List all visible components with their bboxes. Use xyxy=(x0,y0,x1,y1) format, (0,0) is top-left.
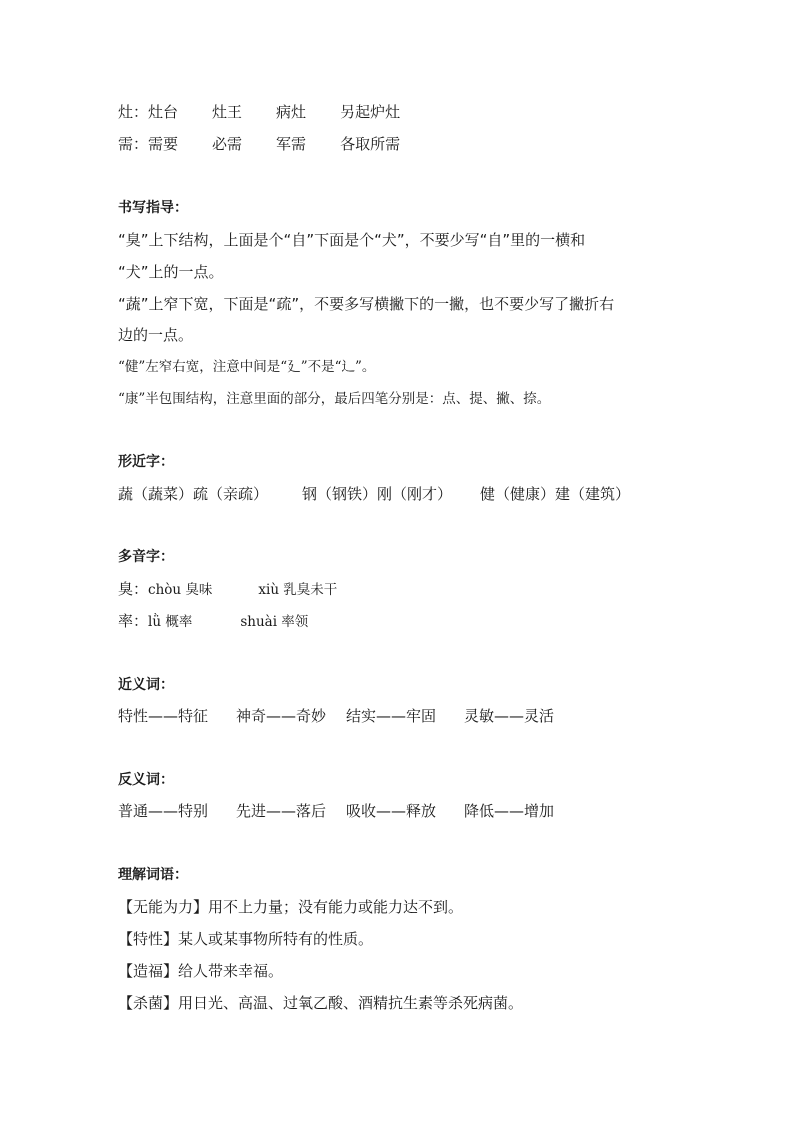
polyphone-head: 率： xyxy=(118,612,149,630)
synonyms-row xyxy=(118,706,554,726)
term-definition: 【杀菌】用日光、高温、过氧乙酸、酒精抗生素等杀死病菌。 xyxy=(118,994,524,1012)
antonyms-row xyxy=(118,801,554,821)
synonym-pair: 神奇——奇妙 xyxy=(236,707,327,725)
term-definition: 【无能为力】用不上力量；没有能力或能力达不到。 xyxy=(118,898,464,916)
section-heading-synonyms: 近义词： xyxy=(118,677,174,693)
section-heading-writing: 书写指导： xyxy=(118,200,188,216)
polyphone-reading: xiù 乳臭未干 xyxy=(258,582,338,598)
writing-line: “康”半包围结构，注意里面的部分，最后四笔分别是：点、提、撇、捺。 xyxy=(118,391,551,407)
polyphone-reading: chòu 臭味 xyxy=(148,582,213,598)
polyphone-reading: shuài 率领 xyxy=(240,614,309,630)
vocab-word: 病灶 xyxy=(276,103,307,121)
term-definition: 【造福】给人带来幸福。 xyxy=(118,962,284,980)
term-definition: 【特性】某人或某事物所特有的性质。 xyxy=(118,930,374,948)
polyphone-row-chou xyxy=(118,579,337,600)
vocab-word: 需要 xyxy=(148,135,179,153)
similar-group: 钢（钢铁）刚（刚才） xyxy=(302,485,453,503)
antonym-pair: 普通——特别 xyxy=(118,802,209,820)
writing-line: “健”左窄右宽，注意中间是“廴”不是“辶”。 xyxy=(118,359,376,375)
similar-group: 健（健康）建（建筑） xyxy=(480,485,631,503)
vocab-word: 另起炉灶 xyxy=(340,103,401,121)
polyphone-head: 臭： xyxy=(118,580,149,598)
vocab-word: 军需 xyxy=(276,135,307,153)
writing-line: “臭”上下结构，上面是个“自”下面是个“犬”，不要少写“自”里的一横和 xyxy=(118,231,586,249)
section-heading-polyphone: 多音字： xyxy=(118,549,174,565)
synonym-pair: 灵敏——灵活 xyxy=(464,707,555,725)
vocab-head: 灶： xyxy=(118,103,149,121)
vocab-row-zao xyxy=(118,102,400,122)
writing-line: 边的一点。 xyxy=(118,326,194,344)
synonym-pair: 特性——特征 xyxy=(118,707,209,725)
polyphone-reading: lǜ 概率 xyxy=(148,614,193,630)
antonym-pair: 吸收——释放 xyxy=(346,802,437,820)
similar-group: 蔬（蔬菜）疏（亲疏） xyxy=(118,485,269,503)
antonym-pair: 降低——增加 xyxy=(464,802,555,820)
vocab-word: 灶王 xyxy=(212,103,243,121)
section-heading-antonyms: 反义词： xyxy=(118,772,174,788)
writing-line: “犬”上的一点。 xyxy=(118,263,224,281)
similar-row xyxy=(118,484,630,504)
antonym-pair: 先进——落后 xyxy=(236,802,327,820)
section-heading-terms: 理解词语： xyxy=(118,867,188,883)
vocab-word: 各取所需 xyxy=(340,135,401,153)
section-heading-similar: 形近字： xyxy=(118,454,174,470)
polyphone-row-lv xyxy=(118,611,308,632)
vocab-row-xu xyxy=(118,134,400,154)
writing-line: “蔬”上窄下宽，下面是“疏”，不要多写横撇下的一撇，也不要少写了撇折右 xyxy=(118,295,615,313)
vocab-head: 需： xyxy=(118,135,149,153)
vocab-word: 必需 xyxy=(212,135,243,153)
synonym-pair: 结实——牢固 xyxy=(346,707,437,725)
vocab-word: 灶台 xyxy=(148,103,179,121)
